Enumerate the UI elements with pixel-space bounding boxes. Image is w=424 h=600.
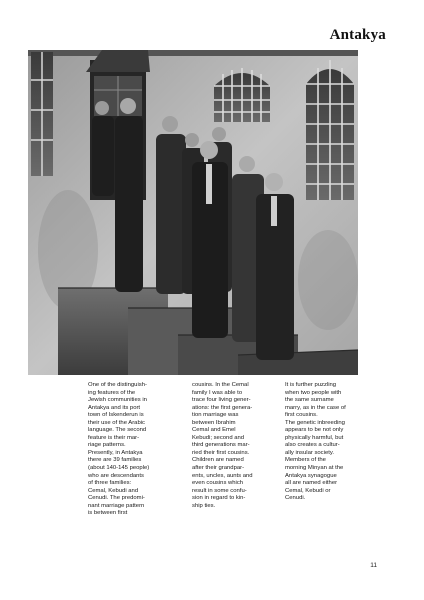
text-column-1	[88, 382, 168, 518]
text-line: the same surname	[285, 397, 334, 404]
text-line: Antakya synagogue	[285, 472, 337, 479]
group-photo	[28, 50, 358, 375]
text-line: One of the distinguish-	[88, 382, 147, 388]
text-line: ally insular society.	[285, 449, 334, 456]
text-line: their use of the Arabic	[88, 419, 145, 426]
text-line: It is further puzzling	[285, 382, 337, 388]
text-line: Presently, in Antakya	[88, 449, 143, 456]
text-line: morning Minyan at the	[285, 465, 344, 472]
text-line: marry, as in the case of	[285, 404, 346, 411]
text-line: sion in regard to kin-	[192, 495, 246, 502]
text-line: Antakya and its port	[88, 404, 141, 411]
text-line: riage patterns.	[88, 442, 126, 449]
page-title: Antakya	[329, 27, 386, 43]
text-line: town of Iskenderun is	[88, 412, 144, 419]
text-line: also creates a cultur-	[285, 442, 340, 449]
text-line: even cousins which	[192, 480, 244, 487]
text-line: is between first	[88, 510, 128, 517]
article-text	[88, 382, 388, 552]
text-line: ations: the first genera-	[192, 404, 253, 411]
text-line: Cenudi. The predomi-	[88, 495, 145, 502]
text-line: Children are named	[192, 457, 244, 464]
text-line: Cemal, Kebudi and	[88, 487, 139, 494]
text-line: Cemal, Kebudi or	[285, 487, 331, 494]
text-line: nant marriage pattern	[88, 502, 145, 509]
text-line: there are 39 families	[88, 457, 142, 464]
text-line: when two people with	[285, 389, 342, 396]
text-line: ried their first cousins.	[192, 449, 250, 456]
text-line: who are descendants	[88, 472, 144, 479]
text-column-3	[285, 382, 365, 503]
text-line: feature is their mar-	[88, 434, 140, 441]
text-line: cousins. In the Cemal	[192, 382, 249, 388]
text-line: Cemal and Emel	[192, 427, 236, 434]
text-column-2	[192, 382, 272, 510]
text-line: Kebudi; second and	[192, 434, 245, 441]
text-line: first cousins.	[285, 412, 318, 419]
text-line: result in some confu-	[192, 487, 247, 494]
text-line: ents, uncles, aunts and	[192, 472, 253, 479]
text-line: (about 140-145 people)	[88, 465, 150, 472]
text-line: ing features of the	[88, 389, 136, 396]
text-line: third generations mar-	[192, 442, 250, 449]
text-line: of three families:	[88, 480, 132, 487]
text-line: ship ties.	[192, 502, 216, 509]
text-line: family I was able to	[192, 389, 243, 396]
page-number: 11	[370, 562, 377, 569]
text-line: physically harmful, but	[285, 434, 344, 441]
text-line: after their grandpar-	[192, 465, 245, 472]
text-line: appears to be not only	[285, 427, 344, 434]
text-line: The genetic inbreeding	[285, 419, 345, 426]
text-line: all are named either	[285, 480, 338, 487]
text-line: trace four living gener-	[192, 397, 251, 404]
text-line: Cenudi.	[285, 495, 306, 502]
text-line: Members of the	[285, 457, 326, 464]
text-line: tion marriage was	[192, 412, 239, 419]
text-line: language. The second	[88, 427, 147, 434]
text-line: between Ibrahim	[192, 419, 236, 426]
text-line: Jewish communities in	[88, 397, 147, 404]
